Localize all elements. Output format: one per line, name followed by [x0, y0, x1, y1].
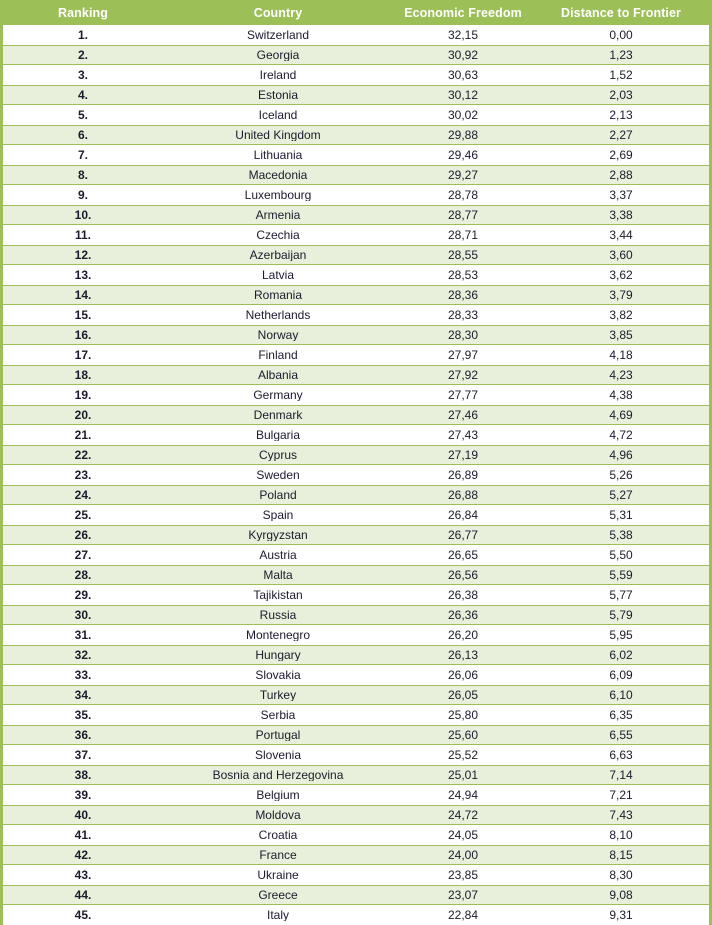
cell-ranking: 22. [74, 449, 92, 461]
cell-country: Greece [258, 889, 298, 901]
cell-ranking: 35. [74, 709, 92, 721]
cell-country: Portugal [255, 729, 301, 741]
table-row [3, 645, 709, 665]
cell-economic-freedom: 28,78 [447, 189, 479, 201]
cell-country: Slovakia [255, 669, 301, 681]
cell-distance-to-frontier: 8,15 [609, 849, 633, 861]
cell-ranking: 19. [74, 389, 92, 401]
cell-economic-freedom: 26,84 [447, 509, 479, 521]
cell-distance-to-frontier: 8,30 [609, 869, 633, 881]
table-row [3, 225, 709, 245]
cell-country: Croatia [258, 829, 298, 841]
cell-economic-freedom: 27,77 [447, 389, 479, 401]
table-row [3, 565, 709, 585]
cell-economic-freedom: 28,36 [447, 289, 479, 301]
cell-economic-freedom: 28,71 [447, 229, 479, 241]
cell-country: Austria [259, 549, 297, 561]
cell-country: France [259, 849, 297, 861]
cell-ranking: 36. [74, 729, 92, 741]
cell-economic-freedom: 28,30 [447, 329, 479, 341]
cell-distance-to-frontier: 5,26 [609, 469, 633, 481]
cell-country: Albania [257, 369, 299, 381]
cell-economic-freedom: 24,05 [447, 829, 479, 841]
cell-economic-freedom: 27,43 [447, 429, 479, 441]
cell-ranking: 32. [74, 649, 92, 661]
cell-economic-freedom: 26,05 [447, 689, 479, 701]
table-row [3, 125, 709, 145]
cell-economic-freedom: 30,02 [447, 109, 479, 121]
cell-country: United Kingdom [235, 129, 321, 141]
cell-distance-to-frontier: 5,59 [609, 569, 633, 581]
table-row [3, 25, 709, 45]
table-row [3, 205, 709, 225]
cell-distance-to-frontier: 5,95 [609, 629, 633, 641]
cell-distance-to-frontier: 6,09 [609, 669, 633, 681]
cell-distance-to-frontier: 3,79 [609, 289, 633, 301]
cell-ranking: 20. [74, 409, 92, 421]
cell-country: Russia [259, 609, 297, 621]
cell-distance-to-frontier: 9,08 [609, 889, 633, 901]
cell-distance-to-frontier: 4,38 [609, 389, 633, 401]
table-row [3, 325, 709, 345]
cell-country: Ireland [259, 69, 297, 81]
cell-distance-to-frontier: 2,88 [609, 169, 633, 181]
cell-ranking: 40. [74, 809, 92, 821]
cell-ranking: 13. [74, 269, 92, 281]
cell-country: Finland [258, 349, 298, 361]
cell-distance-to-frontier: 9,31 [609, 909, 633, 921]
cell-economic-freedom: 26,38 [447, 589, 479, 601]
table-row [3, 505, 709, 525]
table-row [3, 405, 709, 425]
cell-economic-freedom: 24,94 [447, 789, 479, 801]
cell-ranking: 31. [74, 629, 92, 641]
table-row [3, 265, 709, 285]
table-row [3, 545, 709, 565]
table-row [3, 785, 709, 805]
cell-ranking: 37. [74, 749, 92, 761]
cell-economic-freedom: 22,84 [447, 909, 479, 921]
cell-country: Montenegro [245, 629, 311, 641]
table-row [3, 625, 709, 645]
table-row [3, 425, 709, 445]
table-row [3, 365, 709, 385]
cell-country: Bulgaria [255, 429, 301, 441]
cell-distance-to-frontier: 6,63 [609, 749, 633, 761]
cell-economic-freedom: 23,85 [447, 869, 479, 881]
cell-country: Turkey [259, 689, 297, 701]
cell-distance-to-frontier: 5,79 [609, 609, 633, 621]
cell-ranking: 15. [74, 309, 92, 321]
table-row [3, 145, 709, 165]
table-row [3, 665, 709, 685]
cell-country: Iceland [258, 109, 298, 121]
cell-distance-to-frontier: 3,60 [609, 249, 633, 261]
cell-ranking: 34. [74, 689, 92, 701]
table-row [3, 905, 709, 925]
cell-economic-freedom: 28,77 [447, 209, 479, 221]
cell-country: Serbia [260, 709, 296, 721]
cell-ranking: 10. [74, 209, 92, 221]
cell-distance-to-frontier: 6,55 [609, 729, 633, 741]
cell-ranking: 14. [74, 289, 92, 301]
cell-ranking: 43. [74, 869, 92, 881]
cell-economic-freedom: 28,55 [447, 249, 479, 261]
table-row [3, 165, 709, 185]
cell-economic-freedom: 28,33 [447, 309, 479, 321]
cell-ranking: 26. [74, 529, 92, 541]
table-row [3, 605, 709, 625]
cell-ranking: 6. [77, 129, 88, 141]
table-row [3, 585, 709, 605]
table-row [3, 185, 709, 205]
cell-economic-freedom: 26,13 [447, 649, 479, 661]
table-row [3, 105, 709, 125]
table-row [3, 725, 709, 745]
cell-ranking: 45. [74, 909, 92, 921]
cell-country: Kyrgyzstan [248, 529, 308, 541]
cell-distance-to-frontier: 5,77 [609, 589, 633, 601]
cell-economic-freedom: 25,01 [447, 769, 479, 781]
cell-economic-freedom: 27,92 [447, 369, 479, 381]
cell-country: Netherlands [245, 309, 311, 321]
cell-economic-freedom: 25,52 [447, 749, 479, 761]
cell-economic-freedom: 27,97 [447, 349, 479, 361]
cell-economic-freedom: 26,65 [447, 549, 479, 561]
cell-distance-to-frontier: 6,35 [609, 709, 633, 721]
cell-economic-freedom: 29,27 [447, 169, 479, 181]
cell-economic-freedom: 26,89 [447, 469, 479, 481]
cell-distance-to-frontier: 3,38 [609, 209, 633, 221]
cell-distance-to-frontier: 4,18 [609, 349, 633, 361]
cell-country: Norway [257, 329, 299, 341]
cell-ranking: 33. [74, 669, 92, 681]
table-row [3, 485, 709, 505]
table-row [3, 805, 709, 825]
cell-country: Bosnia and Herzegovina [212, 769, 344, 781]
table-row [3, 245, 709, 265]
cell-distance-to-frontier: 7,21 [609, 789, 633, 801]
cell-economic-freedom: 26,20 [447, 629, 479, 641]
cell-ranking: 4. [77, 89, 88, 101]
cell-distance-to-frontier: 2,13 [609, 109, 633, 121]
cell-distance-to-frontier: 2,03 [609, 89, 633, 101]
cell-country: Malta [263, 569, 293, 581]
cell-country: Italy [266, 909, 289, 921]
cell-distance-to-frontier: 3,85 [609, 329, 633, 341]
cell-distance-to-frontier: 3,37 [609, 189, 633, 201]
cell-distance-to-frontier: 3,82 [609, 309, 633, 321]
cell-ranking: 27. [74, 549, 92, 561]
table-row [3, 705, 709, 725]
cell-ranking: 17. [74, 349, 92, 361]
cell-country: Latvia [261, 269, 295, 281]
table-row [3, 885, 709, 905]
cell-economic-freedom: 25,80 [447, 709, 479, 721]
cell-economic-freedom: 29,46 [447, 149, 479, 161]
cell-distance-to-frontier: 7,43 [609, 809, 633, 821]
table-row [3, 745, 709, 765]
cell-ranking: 21. [74, 429, 92, 441]
cell-ranking: 16. [74, 329, 92, 341]
table-row [3, 65, 709, 85]
column-header-economic-freedom: Economic Freedom [404, 5, 522, 20]
cell-country: Tajikistan [253, 589, 303, 601]
cell-country: Czechia [256, 229, 300, 241]
cell-country: Romania [253, 289, 303, 301]
cell-economic-freedom: 26,56 [447, 569, 479, 581]
cell-country: Hungary [255, 649, 301, 661]
cell-distance-to-frontier: 4,23 [609, 369, 633, 381]
cell-country: Sweden [256, 469, 300, 481]
cell-distance-to-frontier: 5,27 [609, 489, 633, 501]
table-row [3, 85, 709, 105]
cell-distance-to-frontier: 1,52 [609, 69, 633, 81]
cell-ranking: 29. [74, 589, 92, 601]
cell-ranking: 41. [74, 829, 92, 841]
cell-country: Slovenia [254, 749, 302, 761]
cell-country: Moldova [255, 809, 301, 821]
cell-country: Macedonia [248, 169, 308, 181]
cell-country: Armenia [255, 209, 301, 221]
cell-ranking: 7. [77, 149, 88, 161]
cell-ranking: 39. [74, 789, 92, 801]
column-header-country: Country [253, 5, 303, 20]
column-header-distance-to-frontier: Distance to Frontier [560, 5, 682, 20]
cell-ranking: 24. [74, 489, 92, 501]
cell-country: Georgia [256, 49, 300, 61]
cell-ranking: 5. [77, 109, 88, 121]
cell-country: Belgium [256, 789, 300, 801]
table-row [3, 445, 709, 465]
cell-country: Spain [262, 509, 294, 521]
cell-economic-freedom: 23,07 [447, 889, 479, 901]
cell-economic-freedom: 30,92 [447, 49, 479, 61]
cell-economic-freedom: 30,63 [447, 69, 479, 81]
cell-economic-freedom: 29,88 [447, 129, 479, 141]
cell-country: Denmark [253, 409, 303, 421]
table-row [3, 765, 709, 785]
cell-distance-to-frontier: 5,31 [609, 509, 633, 521]
column-header-ranking: Ranking [57, 5, 108, 20]
cell-country: Cyprus [258, 449, 297, 461]
cell-ranking: 30. [74, 609, 92, 621]
cell-ranking: 9. [77, 189, 88, 201]
cell-distance-to-frontier: 5,50 [609, 549, 633, 561]
cell-distance-to-frontier: 2,69 [609, 149, 633, 161]
cell-distance-to-frontier: 2,27 [609, 129, 633, 141]
cell-distance-to-frontier: 6,10 [609, 689, 633, 701]
cell-distance-to-frontier: 5,38 [609, 529, 633, 541]
table-row [3, 465, 709, 485]
cell-distance-to-frontier: 7,14 [609, 769, 633, 781]
table-row [3, 45, 709, 65]
cell-country: Luxembourg [244, 189, 312, 201]
cell-country: Switzerland [246, 29, 310, 41]
cell-ranking: 44. [74, 889, 92, 901]
cell-country: Estonia [257, 89, 299, 101]
cell-distance-to-frontier: 1,23 [609, 49, 633, 61]
cell-distance-to-frontier: 4,72 [609, 429, 633, 441]
cell-economic-freedom: 27,19 [447, 449, 479, 461]
cell-country: Ukraine [257, 869, 299, 881]
cell-ranking: 38. [74, 769, 92, 781]
cell-ranking: 18. [74, 369, 92, 381]
cell-economic-freedom: 30,12 [447, 89, 479, 101]
cell-economic-freedom: 28,53 [447, 269, 479, 281]
cell-ranking: 28. [74, 569, 92, 581]
cell-country: Poland [259, 489, 297, 501]
table-row [3, 845, 709, 865]
table-row [3, 345, 709, 365]
table-row [3, 305, 709, 325]
table-row [3, 385, 709, 405]
table-row [3, 825, 709, 845]
cell-country: Germany [253, 389, 303, 401]
cell-distance-to-frontier: 6,02 [609, 649, 633, 661]
table-row [3, 525, 709, 545]
cell-country: Lithuania [253, 149, 303, 161]
cell-economic-freedom: 24,00 [447, 849, 479, 861]
cell-economic-freedom: 26,06 [447, 669, 479, 681]
cell-economic-freedom: 32,15 [447, 29, 479, 41]
table-body [3, 25, 709, 925]
cell-distance-to-frontier: 4,96 [609, 449, 633, 461]
cell-ranking: 12. [74, 249, 92, 261]
cell-country: Azerbaijan [249, 249, 307, 261]
cell-ranking: 25. [74, 509, 92, 521]
cell-ranking: 42. [74, 849, 92, 861]
cell-ranking: 2. [77, 49, 88, 61]
cell-economic-freedom: 25,60 [447, 729, 479, 741]
cell-economic-freedom: 26,77 [447, 529, 479, 541]
cell-ranking: 11. [74, 229, 92, 241]
cell-distance-to-frontier: 4,69 [609, 409, 633, 421]
table-header-row [3, 0, 709, 25]
cell-ranking: 3. [77, 69, 88, 81]
cell-distance-to-frontier: 3,44 [609, 229, 633, 241]
cell-economic-freedom: 27,46 [447, 409, 479, 421]
table-row [3, 285, 709, 305]
cell-distance-to-frontier: 8,10 [609, 829, 633, 841]
cell-economic-freedom: 26,88 [447, 489, 479, 501]
cell-distance-to-frontier: 0,00 [609, 29, 633, 41]
table-row [3, 685, 709, 705]
cell-economic-freedom: 24,72 [447, 809, 479, 821]
cell-ranking: 8. [77, 169, 88, 181]
cell-economic-freedom: 26,36 [447, 609, 479, 621]
cell-ranking: 1. [77, 29, 88, 41]
cell-distance-to-frontier: 3,62 [609, 269, 633, 281]
table-row [3, 865, 709, 885]
cell-ranking: 23. [74, 469, 92, 481]
